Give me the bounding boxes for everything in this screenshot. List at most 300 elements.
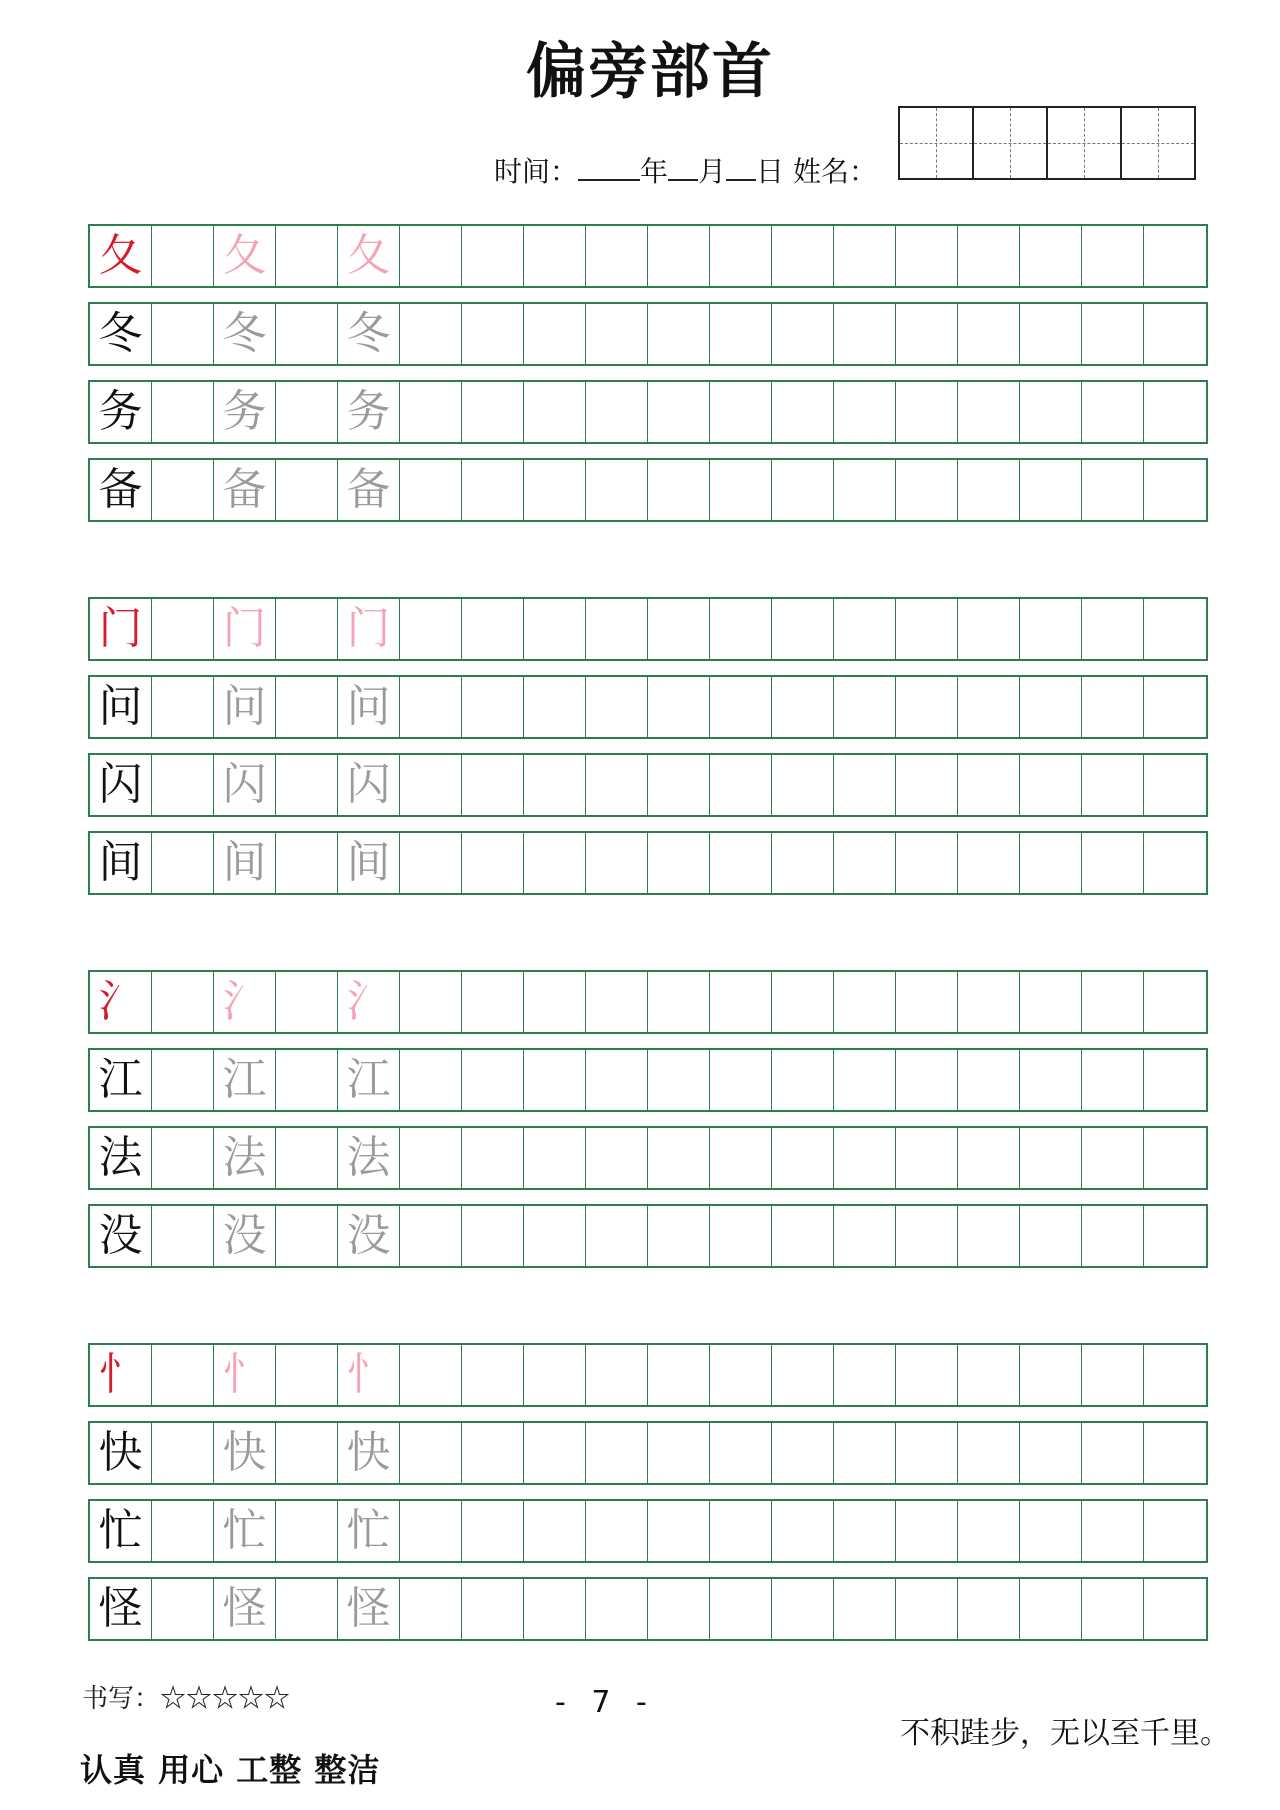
blank-practice-cell[interactable]: [524, 1501, 586, 1561]
blank-practice-cell[interactable]: [958, 833, 1020, 893]
blank-practice-cell[interactable]: [834, 1501, 896, 1561]
trace-cell[interactable]: 快: [338, 1423, 400, 1483]
blank-practice-cell[interactable]: [1144, 382, 1206, 442]
blank-practice-cell[interactable]: [1020, 833, 1082, 893]
radical-model-cell[interactable]: 门: [90, 599, 152, 659]
blank-practice-cell[interactable]: [1082, 833, 1144, 893]
blank-practice-cell[interactable]: [772, 1501, 834, 1561]
trace-cell[interactable]: 问: [214, 677, 276, 737]
blank-practice-cell[interactable]: [834, 1423, 896, 1483]
date-name-line: [494, 150, 877, 190]
blank-practice-cell[interactable]: [1082, 1050, 1144, 1110]
trace-cell[interactable]: 没: [214, 1206, 276, 1266]
trace-cell[interactable]: 务: [214, 382, 276, 442]
blank-practice-cell[interactable]: [648, 1206, 710, 1266]
blank-practice-cell[interactable]: [152, 1345, 214, 1405]
blank-practice-cell[interactable]: [896, 460, 958, 520]
blank-practice-cell[interactable]: [276, 226, 338, 286]
blank-practice-cell[interactable]: [524, 304, 586, 364]
blank-practice-cell[interactable]: [586, 972, 648, 1032]
blank-practice-cell[interactable]: [896, 1579, 958, 1639]
blank-practice-cell[interactable]: [400, 972, 462, 1032]
blank-practice-cell[interactable]: [834, 1579, 896, 1639]
blank-practice-cell[interactable]: [276, 1423, 338, 1483]
blank-practice-cell[interactable]: [896, 972, 958, 1032]
trace-cell[interactable]: 快: [214, 1423, 276, 1483]
blank-practice-cell[interactable]: [1144, 226, 1206, 286]
blank-practice-cell[interactable]: [462, 972, 524, 1032]
blank-practice-cell[interactable]: [1020, 1050, 1082, 1110]
blank-practice-cell[interactable]: [1082, 304, 1144, 364]
blank-practice-cell[interactable]: [772, 1579, 834, 1639]
blank-practice-cell[interactable]: [276, 1128, 338, 1188]
blank-practice-cell[interactable]: [648, 1345, 710, 1405]
blank-practice-cell[interactable]: [400, 460, 462, 520]
radical-row: [88, 224, 1208, 288]
trace-cell[interactable]: 忙: [338, 1501, 400, 1561]
blank-practice-cell[interactable]: [276, 1206, 338, 1266]
blank-practice-cell[interactable]: [648, 833, 710, 893]
trace-cell[interactable]: 法: [338, 1128, 400, 1188]
blank-practice-cell[interactable]: [1082, 1345, 1144, 1405]
blank-practice-cell[interactable]: [1144, 599, 1206, 659]
trace-cell[interactable]: 夂: [214, 226, 276, 286]
blank-practice-cell[interactable]: [1082, 1206, 1144, 1266]
blank-practice-cell[interactable]: [152, 1206, 214, 1266]
blank-practice-cell[interactable]: [958, 1423, 1020, 1483]
trace-cell[interactable]: 江: [338, 1050, 400, 1110]
blank-practice-cell[interactable]: [400, 226, 462, 286]
blank-practice-cell[interactable]: [524, 1128, 586, 1188]
blank-practice-cell[interactable]: [896, 304, 958, 364]
blank-practice-cell[interactable]: [400, 1128, 462, 1188]
blank-practice-cell[interactable]: [1144, 1206, 1206, 1266]
character-model-cell[interactable]: 法: [90, 1128, 152, 1188]
character-model-cell[interactable]: 怪: [90, 1579, 152, 1639]
blank-practice-cell[interactable]: [772, 382, 834, 442]
blank-practice-cell[interactable]: [586, 226, 648, 286]
blank-practice-cell[interactable]: [524, 1423, 586, 1483]
blank-practice-cell[interactable]: [648, 1579, 710, 1639]
blank-practice-cell[interactable]: [896, 1501, 958, 1561]
name-cell[interactable]: [900, 108, 974, 178]
blank-practice-cell[interactable]: [152, 677, 214, 737]
motto-text: 不积跬步，无以至千里。: [900, 1716, 1230, 1751]
blank-practice-cell[interactable]: [772, 1050, 834, 1110]
blank-practice-cell[interactable]: [772, 226, 834, 286]
trace-cell[interactable]: 氵: [338, 972, 400, 1032]
blank-practice-cell[interactable]: [710, 226, 772, 286]
blank-practice-cell[interactable]: [524, 460, 586, 520]
blank-practice-cell[interactable]: [834, 382, 896, 442]
blank-practice-cell[interactable]: [524, 677, 586, 737]
blank-practice-cell[interactable]: [772, 460, 834, 520]
trace-cell[interactable]: 问: [338, 677, 400, 737]
year-blank[interactable]: [578, 157, 640, 181]
blank-practice-cell[interactable]: [896, 755, 958, 815]
blank-practice-cell[interactable]: [648, 226, 710, 286]
trace-cell[interactable]: 闪: [338, 755, 400, 815]
character-model-cell[interactable]: 忙: [90, 1501, 152, 1561]
blank-practice-cell[interactable]: [524, 226, 586, 286]
blank-practice-cell[interactable]: [1020, 1128, 1082, 1188]
blank-practice-cell[interactable]: [834, 1206, 896, 1266]
blank-practice-cell[interactable]: [834, 460, 896, 520]
blank-practice-cell[interactable]: [772, 677, 834, 737]
blank-practice-cell[interactable]: [276, 1050, 338, 1110]
blank-practice-cell[interactable]: [1144, 1128, 1206, 1188]
trace-cell[interactable]: 怪: [338, 1579, 400, 1639]
blank-practice-cell[interactable]: [958, 1345, 1020, 1405]
blank-practice-cell[interactable]: [462, 460, 524, 520]
blank-practice-cell[interactable]: [896, 226, 958, 286]
blank-practice-cell[interactable]: [586, 677, 648, 737]
blank-practice-cell[interactable]: [462, 755, 524, 815]
blank-practice-cell[interactable]: [152, 1579, 214, 1639]
trace-cell[interactable]: 忄: [338, 1345, 400, 1405]
trace-cell[interactable]: 备: [338, 460, 400, 520]
blank-practice-cell[interactable]: [648, 1128, 710, 1188]
trace-cell[interactable]: 怪: [214, 1579, 276, 1639]
blank-practice-cell[interactable]: [524, 382, 586, 442]
blank-practice-cell[interactable]: [710, 599, 772, 659]
blank-practice-cell[interactable]: [648, 1423, 710, 1483]
blank-practice-cell[interactable]: [710, 460, 772, 520]
blank-practice-cell[interactable]: [772, 1345, 834, 1405]
blank-practice-cell[interactable]: [524, 972, 586, 1032]
blank-practice-cell[interactable]: [1144, 833, 1206, 893]
blank-practice-cell[interactable]: [834, 1345, 896, 1405]
blank-practice-cell[interactable]: [1020, 599, 1082, 659]
character-model-cell[interactable]: 问: [90, 677, 152, 737]
blank-practice-cell[interactable]: [648, 1050, 710, 1110]
month-blank[interactable]: [668, 157, 698, 181]
radical-model-cell[interactable]: 夂: [90, 226, 152, 286]
blank-practice-cell[interactable]: [586, 1128, 648, 1188]
blank-practice-cell[interactable]: [710, 972, 772, 1032]
character-model-cell[interactable]: 务: [90, 382, 152, 442]
blank-practice-cell[interactable]: [1020, 1423, 1082, 1483]
blank-practice-cell[interactable]: [958, 1501, 1020, 1561]
blank-practice-cell[interactable]: [524, 755, 586, 815]
blank-practice-cell[interactable]: [1020, 1206, 1082, 1266]
character-model-cell[interactable]: 备: [90, 460, 152, 520]
blank-practice-cell[interactable]: [586, 1050, 648, 1110]
blank-practice-cell[interactable]: [586, 1501, 648, 1561]
name-cell[interactable]: [1048, 108, 1122, 178]
blank-practice-cell[interactable]: [586, 382, 648, 442]
trace-cell[interactable]: 没: [338, 1206, 400, 1266]
blank-practice-cell[interactable]: [152, 755, 214, 815]
blank-practice-cell[interactable]: [958, 599, 1020, 659]
blank-practice-cell[interactable]: [276, 1345, 338, 1405]
trace-cell[interactable]: 间: [338, 833, 400, 893]
blank-practice-cell[interactable]: [896, 1345, 958, 1405]
blank-practice-cell[interactable]: [524, 1579, 586, 1639]
blank-practice-cell[interactable]: [586, 599, 648, 659]
blank-practice-cell[interactable]: [586, 833, 648, 893]
blank-practice-cell[interactable]: [400, 599, 462, 659]
blank-practice-cell[interactable]: [958, 1128, 1020, 1188]
blank-practice-cell[interactable]: [586, 1423, 648, 1483]
blank-practice-cell[interactable]: [772, 1128, 834, 1188]
blank-practice-cell[interactable]: [152, 1501, 214, 1561]
blank-practice-cell[interactable]: [896, 1128, 958, 1188]
blank-practice-cell[interactable]: [772, 1423, 834, 1483]
blank-practice-cell[interactable]: [710, 1128, 772, 1188]
blank-practice-cell[interactable]: [152, 226, 214, 286]
blank-practice-cell[interactable]: [524, 1345, 586, 1405]
blank-practice-cell[interactable]: [586, 1345, 648, 1405]
trace-cell[interactable]: 夂: [338, 226, 400, 286]
blank-practice-cell[interactable]: [462, 226, 524, 286]
blank-practice-cell[interactable]: [1020, 460, 1082, 520]
day-blank[interactable]: [726, 157, 756, 181]
blank-practice-cell[interactable]: [400, 304, 462, 364]
blank-practice-cell[interactable]: [276, 755, 338, 815]
blank-practice-cell[interactable]: [1020, 226, 1082, 286]
blank-practice-cell[interactable]: [710, 677, 772, 737]
blank-practice-cell[interactable]: [1082, 460, 1144, 520]
blank-practice-cell[interactable]: [772, 833, 834, 893]
blank-practice-cell[interactable]: [1082, 677, 1144, 737]
blank-practice-cell[interactable]: [896, 1050, 958, 1110]
blank-practice-cell[interactable]: [710, 304, 772, 364]
blank-practice-cell[interactable]: [462, 1206, 524, 1266]
blank-practice-cell[interactable]: [462, 1423, 524, 1483]
blank-practice-cell[interactable]: [400, 1050, 462, 1110]
trace-cell[interactable]: 江: [214, 1050, 276, 1110]
blank-practice-cell[interactable]: [524, 1050, 586, 1110]
blank-practice-cell[interactable]: [896, 833, 958, 893]
blank-practice-cell[interactable]: [1144, 460, 1206, 520]
blank-practice-cell[interactable]: [400, 755, 462, 815]
blank-practice-cell[interactable]: [1144, 1579, 1206, 1639]
blank-practice-cell[interactable]: [710, 382, 772, 442]
blank-practice-cell[interactable]: [958, 226, 1020, 286]
blank-practice-cell[interactable]: [958, 304, 1020, 364]
blank-practice-cell[interactable]: [152, 382, 214, 442]
blank-practice-cell[interactable]: [896, 382, 958, 442]
blank-practice-cell[interactable]: [1082, 599, 1144, 659]
blank-practice-cell[interactable]: [1144, 304, 1206, 364]
blank-practice-cell[interactable]: [586, 1206, 648, 1266]
blank-practice-cell[interactable]: [772, 304, 834, 364]
trace-cell[interactable]: 间: [214, 833, 276, 893]
radical-model-cell[interactable]: 氵: [90, 972, 152, 1032]
character-model-cell[interactable]: 闪: [90, 755, 152, 815]
blank-practice-cell[interactable]: [1144, 1501, 1206, 1561]
blank-practice-cell[interactable]: [524, 1206, 586, 1266]
blank-practice-cell[interactable]: [772, 1206, 834, 1266]
character-model-cell[interactable]: 快: [90, 1423, 152, 1483]
blank-practice-cell[interactable]: [896, 599, 958, 659]
blank-practice-cell[interactable]: [1082, 1579, 1144, 1639]
blank-practice-cell[interactable]: [1020, 972, 1082, 1032]
blank-practice-cell[interactable]: [958, 382, 1020, 442]
blank-practice-cell[interactable]: [1020, 1345, 1082, 1405]
blank-practice-cell[interactable]: [586, 304, 648, 364]
blank-practice-cell[interactable]: [710, 1423, 772, 1483]
blank-practice-cell[interactable]: [1082, 226, 1144, 286]
blank-practice-cell[interactable]: [400, 833, 462, 893]
trace-cell[interactable]: 冬: [214, 304, 276, 364]
blank-practice-cell[interactable]: [276, 972, 338, 1032]
blank-practice-cell[interactable]: [834, 755, 896, 815]
blank-practice-cell[interactable]: [834, 226, 896, 286]
blank-practice-cell[interactable]: [648, 677, 710, 737]
blank-practice-cell[interactable]: [1082, 382, 1144, 442]
blank-practice-cell[interactable]: [710, 1050, 772, 1110]
blank-practice-cell[interactable]: [958, 1050, 1020, 1110]
blank-practice-cell[interactable]: [462, 1501, 524, 1561]
blank-practice-cell[interactable]: [710, 1206, 772, 1266]
blank-practice-cell[interactable]: [648, 755, 710, 815]
blank-practice-cell[interactable]: [958, 460, 1020, 520]
blank-practice-cell[interactable]: [958, 1579, 1020, 1639]
blank-practice-cell[interactable]: [400, 1206, 462, 1266]
trace-cell[interactable]: 门: [214, 599, 276, 659]
blank-practice-cell[interactable]: [834, 677, 896, 737]
blank-practice-cell[interactable]: [152, 599, 214, 659]
blank-practice-cell[interactable]: [400, 677, 462, 737]
blank-practice-cell[interactable]: [1082, 1501, 1144, 1561]
blank-practice-cell[interactable]: [152, 1423, 214, 1483]
blank-practice-cell[interactable]: [896, 677, 958, 737]
trace-cell[interactable]: 法: [214, 1128, 276, 1188]
trace-cell[interactable]: 门: [338, 599, 400, 659]
blank-practice-cell[interactable]: [648, 304, 710, 364]
blank-practice-cell[interactable]: [462, 599, 524, 659]
blank-practice-cell[interactable]: [400, 1501, 462, 1561]
blank-practice-cell[interactable]: [462, 1579, 524, 1639]
blank-practice-cell[interactable]: [772, 755, 834, 815]
trace-cell[interactable]: 氵: [214, 972, 276, 1032]
blank-practice-cell[interactable]: [586, 1579, 648, 1639]
character-model-cell[interactable]: 间: [90, 833, 152, 893]
blank-practice-cell[interactable]: [152, 1128, 214, 1188]
blank-practice-cell[interactable]: [276, 1501, 338, 1561]
blank-practice-cell[interactable]: [896, 1206, 958, 1266]
blank-practice-cell[interactable]: [1144, 677, 1206, 737]
blank-practice-cell[interactable]: [648, 382, 710, 442]
blank-practice-cell[interactable]: [834, 972, 896, 1032]
blank-practice-cell[interactable]: [1144, 755, 1206, 815]
blank-practice-cell[interactable]: [586, 460, 648, 520]
trace-cell[interactable]: 务: [338, 382, 400, 442]
blank-practice-cell[interactable]: [834, 599, 896, 659]
blank-practice-cell[interactable]: [152, 460, 214, 520]
trace-cell[interactable]: 忄: [214, 1345, 276, 1405]
blank-practice-cell[interactable]: [1020, 304, 1082, 364]
blank-practice-cell[interactable]: [648, 1501, 710, 1561]
blank-practice-cell[interactable]: [834, 1128, 896, 1188]
blank-practice-cell[interactable]: [152, 1050, 214, 1110]
blank-practice-cell[interactable]: [772, 972, 834, 1032]
blank-practice-cell[interactable]: [276, 677, 338, 737]
blank-practice-cell[interactable]: [462, 1345, 524, 1405]
character-model-cell[interactable]: 没: [90, 1206, 152, 1266]
name-cell[interactable]: [1122, 108, 1194, 178]
radical-model-cell[interactable]: 忄: [90, 1345, 152, 1405]
blank-practice-cell[interactable]: [710, 1501, 772, 1561]
blank-practice-cell[interactable]: [462, 304, 524, 364]
character-model-cell[interactable]: 江: [90, 1050, 152, 1110]
blank-practice-cell[interactable]: [834, 833, 896, 893]
blank-practice-cell[interactable]: [152, 304, 214, 364]
blank-practice-cell[interactable]: [1082, 1128, 1144, 1188]
blank-practice-cell[interactable]: [772, 599, 834, 659]
blank-practice-cell[interactable]: [586, 755, 648, 815]
blank-practice-cell[interactable]: [400, 382, 462, 442]
blank-practice-cell[interactable]: [896, 1423, 958, 1483]
trace-cell[interactable]: 忙: [214, 1501, 276, 1561]
blank-practice-cell[interactable]: [710, 755, 772, 815]
blank-practice-cell[interactable]: [834, 304, 896, 364]
blank-practice-cell[interactable]: [710, 1579, 772, 1639]
blank-practice-cell[interactable]: [400, 1423, 462, 1483]
blank-practice-cell[interactable]: [276, 599, 338, 659]
blank-practice-cell[interactable]: [1082, 1423, 1144, 1483]
blank-practice-cell[interactable]: [648, 972, 710, 1032]
blank-practice-cell[interactable]: [1020, 755, 1082, 815]
blank-practice-cell[interactable]: [958, 1206, 1020, 1266]
blank-practice-cell[interactable]: [1020, 677, 1082, 737]
blank-practice-cell[interactable]: [958, 677, 1020, 737]
blank-practice-cell[interactable]: [710, 1345, 772, 1405]
blank-practice-cell[interactable]: [276, 382, 338, 442]
blank-practice-cell[interactable]: [1144, 1423, 1206, 1483]
blank-practice-cell[interactable]: [276, 304, 338, 364]
name-writing-box[interactable]: [898, 106, 1196, 180]
blank-practice-cell[interactable]: [400, 1345, 462, 1405]
character-model-cell[interactable]: 冬: [90, 304, 152, 364]
blank-practice-cell[interactable]: [648, 460, 710, 520]
blank-practice-cell[interactable]: [462, 1050, 524, 1110]
blank-practice-cell[interactable]: [1082, 972, 1144, 1032]
blank-practice-cell[interactable]: [958, 972, 1020, 1032]
name-cell[interactable]: [974, 108, 1048, 178]
trace-cell[interactable]: 闪: [214, 755, 276, 815]
trace-cell[interactable]: 备: [214, 460, 276, 520]
trace-cell[interactable]: 冬: [338, 304, 400, 364]
blank-practice-cell[interactable]: [1144, 1050, 1206, 1110]
blank-practice-cell[interactable]: [152, 833, 214, 893]
blank-practice-cell[interactable]: [1020, 382, 1082, 442]
blank-practice-cell[interactable]: [276, 833, 338, 893]
blank-practice-cell[interactable]: [400, 1579, 462, 1639]
blank-practice-cell[interactable]: [462, 382, 524, 442]
blank-practice-cell[interactable]: [1144, 972, 1206, 1032]
blank-practice-cell[interactable]: [524, 833, 586, 893]
blank-practice-cell[interactable]: [958, 755, 1020, 815]
blank-practice-cell[interactable]: [276, 1579, 338, 1639]
blank-practice-cell[interactable]: [834, 1050, 896, 1110]
blank-practice-cell[interactable]: [462, 1128, 524, 1188]
blank-practice-cell[interactable]: [152, 972, 214, 1032]
blank-practice-cell[interactable]: [524, 599, 586, 659]
blank-practice-cell[interactable]: [462, 677, 524, 737]
blank-practice-cell[interactable]: [1144, 1345, 1206, 1405]
blank-practice-cell[interactable]: [1020, 1579, 1082, 1639]
blank-practice-cell[interactable]: [710, 833, 772, 893]
blank-practice-cell[interactable]: [276, 460, 338, 520]
blank-practice-cell[interactable]: [1082, 755, 1144, 815]
blank-practice-cell[interactable]: [462, 833, 524, 893]
character-row: [88, 1204, 1208, 1268]
blank-practice-cell[interactable]: [1020, 1501, 1082, 1561]
blank-practice-cell[interactable]: [648, 599, 710, 659]
